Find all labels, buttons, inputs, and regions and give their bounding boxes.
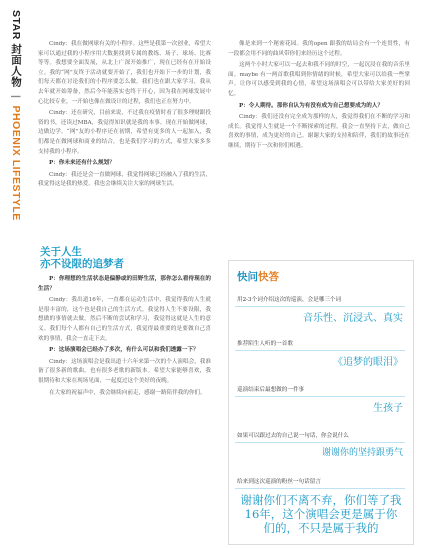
question: P：这场演唱会已经办了多次，有什么可以和我们透露一下？ xyxy=(49,347,199,354)
qa-answer: 音乐性、沉浸式、真实 xyxy=(303,313,403,324)
paragraph: Cindy：我在做网球有关的小程序。这些是我第一次创业，希望大家可以通过我的小程序用大数据找到专属的教练、场子、球场、比赛等等。我想要全面发展，从北上广深开始推广，现在已经有在开始设立。我的“网”友终于活动就要开始了，我们也开始下一步的计划，我们每天都在讨论我们的小程序要怎么做，我们也在跟大家学习，我从去年就开始筹备，然后今年能落实也终于开心，因为我在网球发展中心比较专业，一开始也像在做设计的过程，我们也正在努力中。 xyxy=(38,41,211,105)
section-star: STAR xyxy=(10,10,22,40)
qa-question: 给来到这次巡演的粉丝一句话留言 xyxy=(237,479,321,485)
qa-answer: 谢谢你的坚持跟勇气 xyxy=(321,448,403,458)
qa-question: 如果可以跟过去的自己说一句话，你会说什么 xyxy=(237,433,349,439)
paragraph: Cindy：我出道16年，一直都在运动生活中，我觉得我的人生就是很丰富的，这个也是我自己的生活方式。我觉得人生不要设限，我想做的事情就去做，然后不断的尝试和学习，我觉得这就是人生的意义。我们每个人都有自己的生活方式，我觉得最重要的是要做自己喜欢的事情，我会一直走下去。 xyxy=(38,297,211,342)
quick-qa-title xyxy=(237,269,279,284)
paragraph: 这两个小时大家可以一起去和我不同的时空，一起沉浸在我的音乐里面。maybe 有一两首歌我唱到你情绪的时候，希望大家可以给我一些掌声。让你可以感受到我的心情，希望这场演唱会可以带给大家美好的回忆。 xyxy=(228,62,410,97)
paragraph: Cindy：还在研究，目前来说，不过我在疫情时看了很多理财跟投资的书，还读过MBA，我觉得知识就是我的本事。现在开始做网球，边做边学。“网”友的小程序还在初期，希望有更多的人一起加入，我们都是在做网球和商业的结合，也是我们学习的方式，希望大家多多支持我的小程序。 xyxy=(38,110,211,155)
section-separator: | xyxy=(10,94,22,99)
qa-answer: 《追梦的眼泪》 xyxy=(333,357,403,368)
divider xyxy=(235,396,405,397)
closing-message: 谢谢你们不离不弃，你们等了我16年，这个演唱会更是属于你们的，不只是属于我的 xyxy=(240,493,402,535)
quick-qa-title-b: 快答 xyxy=(258,271,279,283)
article-column-left-top xyxy=(38,40,211,192)
section-subheading xyxy=(40,247,124,270)
divider xyxy=(235,350,405,351)
section-phoenix: PHOENIX LIFESTYLE xyxy=(10,105,22,221)
divider xyxy=(235,306,405,307)
paragraph: Cindy：我们还没有完全成为那样的人，我觉得我们在不断的学习和成长。我觉得人生就是一个不断探索的过程，我会一直坚持下去，做自己喜欢的事情，成为更好的自己。谢谢大家的支持和陪伴，我们的故事还在继续，期待下一次和你们相遇。 xyxy=(228,114,410,149)
subheading-line-2: 亦不设限的追梦者 xyxy=(40,257,124,270)
qa-question: 推荐陌生人听的一首歌 xyxy=(237,341,293,347)
divider xyxy=(235,488,405,489)
quick-qa-box xyxy=(228,260,414,545)
qa-answer: 生孩子 xyxy=(373,403,403,414)
divider xyxy=(235,442,405,443)
quick-qa-title-a: 快问 xyxy=(237,271,258,283)
paragraph: Cindy：这场演唱会是我出道十六年来第一次的个人演唱会，我准备了很多新的歌曲，也有很多老歌的新版本。希望大家能够喜欢，我很期待和大家在现场见面，一起度过这个美好的夜晚。 xyxy=(38,358,211,384)
question: P：你理想的生活状态是偏静或的田野生活，那你怎么看待现在的生活？ xyxy=(38,276,211,292)
qa-question: 用2-3个词介绍这次的巡演，会是哪三个词 xyxy=(237,297,342,303)
question: P：你未来还有什么规划？ xyxy=(49,160,115,167)
paragraph: 像是来到一个秘密花园。我的open 跟我的结局会有一个连贯性，有一段都会用不同的曲风带你们来经历这个过程。 xyxy=(228,41,410,57)
section-label xyxy=(9,10,24,221)
section-star-cn: 封面人物 xyxy=(10,43,22,88)
article-column-left-bottom xyxy=(38,275,211,400)
paragraph: 在大家的祝福声中，我会继续向前走，感谢一路陪伴我的你们。 xyxy=(49,389,206,396)
question: P：令人期待。那你自认为有没有成为自己想要成为的人？ xyxy=(239,102,384,109)
qa-question: 巡演结束后最想做的一件事 xyxy=(237,387,305,393)
paragraph: Cindy：我还是会一直做网球，我觉得网球已经融入了我的生活，我觉得这是我的热爱。我也会继续关注大家的网球生活。 xyxy=(38,171,211,188)
subheading-line-1: 关于人生 xyxy=(40,246,82,258)
article-column-right xyxy=(228,40,410,154)
sidebar xyxy=(0,0,30,548)
